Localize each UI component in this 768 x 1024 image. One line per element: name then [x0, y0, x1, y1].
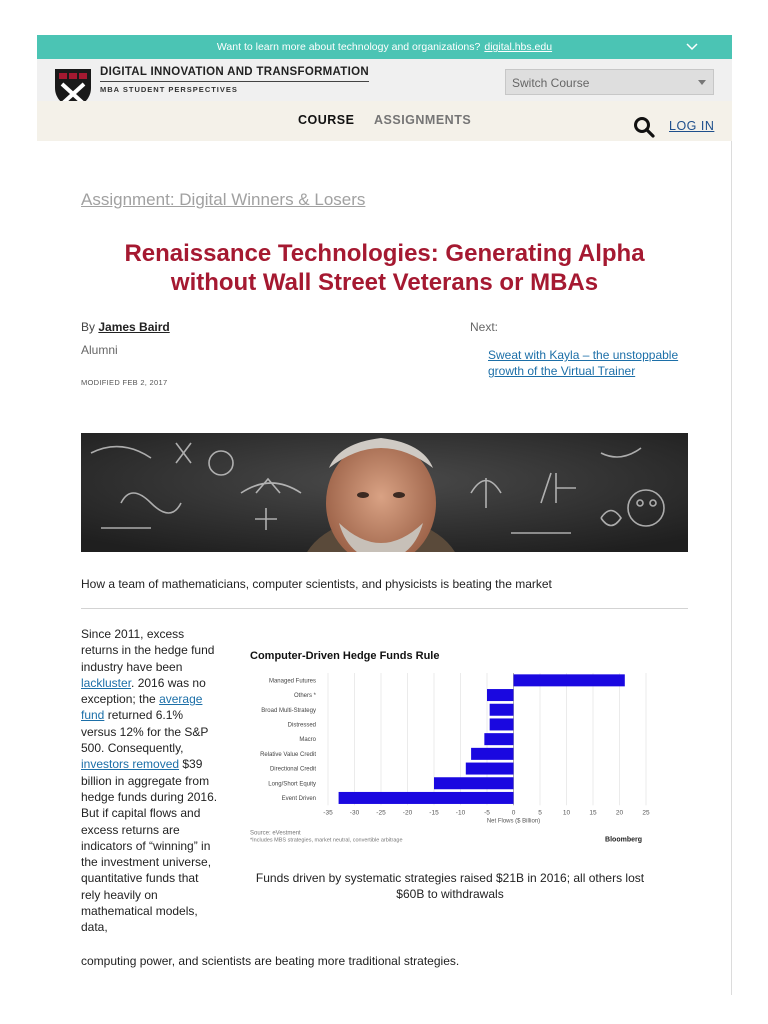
category-label: Event Driven: [281, 795, 316, 802]
author-link[interactable]: James Baird: [98, 320, 170, 334]
article-title: Renaissance Technologies: Generating Alpha without Wall Street Veterans or MBAs: [124, 240, 645, 296]
x-tick-label: 15: [589, 809, 597, 817]
bar: [487, 689, 514, 701]
by-label: By: [81, 320, 96, 334]
body-text-2: . 2016 was no exception; the: [81, 675, 206, 707]
switch-course-label: Switch Course: [512, 76, 590, 90]
x-tick-label: 10: [562, 809, 571, 817]
hero-image: [81, 433, 688, 552]
x-tick-label: 20: [615, 809, 624, 817]
body-text-last: computing power, and scientists are beating more traditional strategies.: [81, 954, 460, 968]
bar: [490, 718, 514, 730]
lackluster-link[interactable]: lackluster: [81, 675, 132, 690]
bar: [471, 748, 513, 760]
next-article-link[interactable]: Sweat with Kayla – the unstoppable growth of the Virtual Trainer: [488, 348, 679, 378]
average-fund-link[interactable]: average fund: [81, 692, 203, 723]
bar: [466, 763, 514, 775]
top-banner: [37, 35, 732, 59]
category-label: Broad Multi-Strategy: [261, 707, 316, 714]
login-link[interactable]: LOG IN: [669, 119, 715, 133]
x-tick-label: -15: [429, 809, 439, 817]
x-tick-label: 25: [642, 809, 650, 817]
x-tick-label: -30: [349, 809, 360, 817]
banner-link[interactable]: digital.hbs.edu: [484, 41, 553, 53]
author-role: Alumni: [81, 343, 118, 357]
assignment-link[interactable]: Assignment: Digital Winners & Losers: [81, 190, 366, 209]
category-label: Directional Credit: [269, 766, 316, 773]
brand-title[interactable]: DIGITAL INNOVATION AND TRANSFORMATION: [100, 66, 369, 82]
x-tick-label: -35: [323, 809, 333, 817]
modified-date: MODIFIED FEB 2, 2017: [81, 378, 168, 387]
chart-caption: Funds driven by systematic strategies raised $21B in 2016; all others lost $60B to withdrawals: [255, 871, 645, 901]
x-tick-label: -20: [402, 809, 413, 817]
x-axis-label: Net Flows ($ Billion): [486, 818, 541, 825]
bar: [339, 792, 514, 804]
bar: [514, 674, 625, 686]
x-tick-label: -5: [484, 809, 490, 817]
x-tick-label: -10: [455, 809, 466, 817]
chart-title: Computer-Driven Hedge Funds Rule: [250, 650, 440, 662]
chart-credit: Bloomberg: [605, 836, 642, 844]
site-header: [37, 59, 732, 101]
category-label: Macro: [299, 737, 316, 744]
category-label: Relative Value Credit: [260, 751, 316, 758]
body-text-4: $39 billion in aggregate from hedge funds during 2016. But if capital flows and excess returns are indicators of “winning” in the investment universe, quantitative funds that rely heavily on mathematical models, data,: [81, 757, 218, 935]
category-label: Distressed: [287, 722, 316, 729]
chevron-down-icon[interactable]: [686, 40, 698, 52]
category-label: Others *: [293, 693, 316, 700]
next-label: Next:: [470, 320, 499, 334]
x-tick-label: -25: [376, 809, 386, 817]
search-icon[interactable]: [633, 116, 655, 138]
nav-course[interactable]: COURSE: [298, 113, 355, 127]
bar: [434, 777, 514, 789]
chart-container: [246, 645, 654, 851]
chart-note: *Includes MBS strategies, market neutral, convertible arbitrage: [250, 837, 403, 844]
divider: [81, 608, 688, 609]
bar: [484, 733, 513, 745]
body-text-1: Since 2011, excess returns in the hedge fund industry have been: [81, 627, 215, 674]
hedge-fund-chart: [246, 645, 654, 851]
body-text-3: returned 6.1% versus 12% for the S&P 500. Consequently,: [81, 708, 209, 756]
category-label: Long/Short Equity: [268, 781, 316, 788]
x-tick-label: 0: [511, 809, 516, 817]
dropdown-caret-icon: [698, 80, 706, 85]
article-body: [81, 626, 221, 936]
bar: [490, 704, 514, 716]
main-nav: [37, 101, 732, 141]
byline: [81, 320, 170, 334]
nav-assignments[interactable]: ASSIGNMENTS: [374, 113, 472, 127]
banner-text: Want to learn more about technology and organizations?: [216, 41, 481, 53]
x-tick-label: 5: [538, 809, 542, 817]
brand-subtitle: MBA STUDENT PERSPECTIVES: [100, 85, 238, 94]
switch-course-select[interactable]: [505, 69, 714, 95]
chart-source: Source: eVestment: [250, 830, 301, 837]
investors-removed-link[interactable]: investors removed: [81, 757, 180, 772]
hero-caption: How a team of mathematicians, computer scientists, and physicists is beating the market: [81, 577, 552, 591]
hero-photo-illustration: [81, 433, 688, 552]
category-label: Managed Futures: [268, 678, 316, 685]
